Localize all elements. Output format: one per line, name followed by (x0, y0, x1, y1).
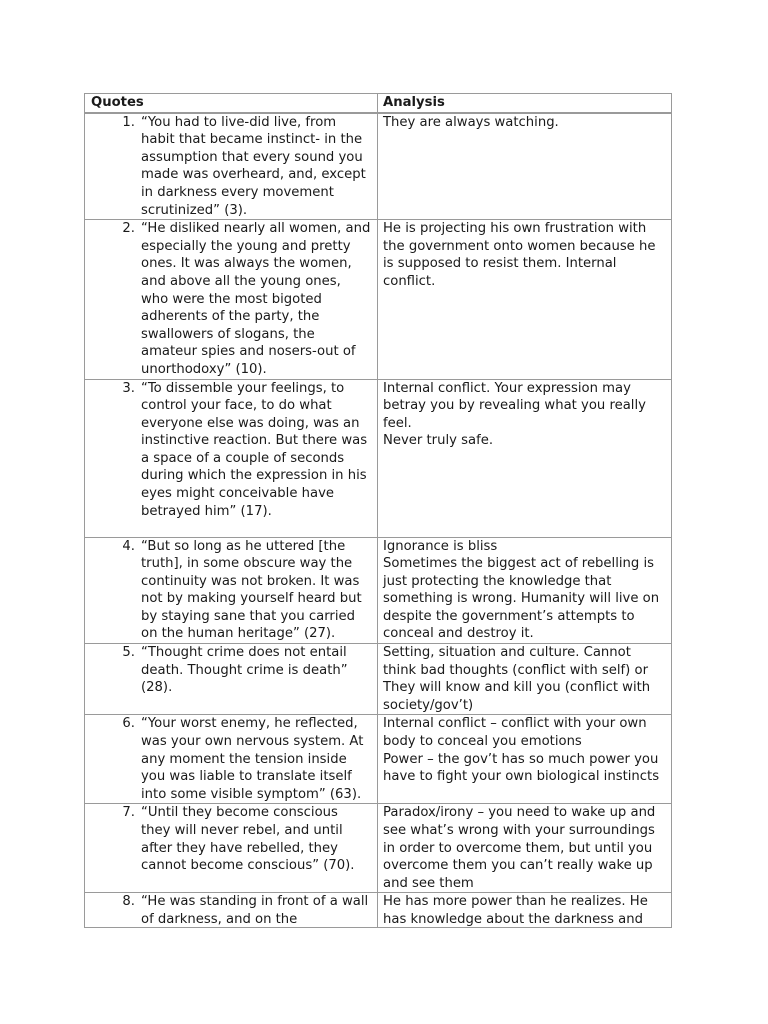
quote-number: 5. (122, 645, 135, 661)
table-row (85, 537, 672, 644)
quote-cell (85, 715, 378, 804)
analysis-text: Power – the gov’t has so much power you have to fight your own biological instincts (383, 751, 660, 785)
analysis-text: They are always watching. (383, 114, 559, 130)
quote-cell (85, 537, 378, 644)
quote-number: 2. (122, 221, 135, 237)
table-row (85, 715, 672, 804)
quote-cell (85, 893, 378, 928)
table-row (85, 379, 672, 537)
quote-text: “Until they become conscious they will never rebel, and until after they have rebelled, they cannot become conscious” (70). (141, 805, 355, 874)
quote-number: 4. (122, 538, 135, 554)
table-row (85, 220, 672, 379)
analysis-text: Paradox/irony – you need to wake up and see what’s wrong with your surroundings in order to overcome them, but until you overcome them you can’t really wake up and see them (383, 805, 656, 891)
quote-cell (85, 220, 378, 379)
quote-number: 8. (122, 894, 135, 910)
table-row (85, 644, 672, 715)
quote-text: “He disliked nearly all women, and especially the young and pretty ones. It was always the women, and above all the young ones, who were the most bigoted adherents of the party, the swallowers of slogans, the amateur spies and nosers-out of unorthodoxy” (10). (141, 221, 371, 377)
analysis-text: Setting, situation and culture. Cannot think bad thoughts (conflict with self) or They will know and kill you (conflict with society/gov’t) (383, 645, 651, 713)
quote-text: “Your worst enemy, he reflected, was your own nervous system. At any moment the tension inside you was liable to translate itself into some visible symptom” (63). (141, 716, 364, 802)
analysis-cell (378, 220, 672, 379)
analysis-text: Sometimes the biggest act of rebelling is just protecting the knowledge that something is wrong. Humanity will live on despite the government’s attempts to conceal and destroy it. (383, 556, 660, 642)
analysis-column-header: Analysis (378, 94, 672, 113)
quote-text: “But so long as he uttered [the truth], in some obscure way the continuity was not broken. It was not by making yourself heard but by staying sane that you carried on the human heritage” (27). (141, 538, 362, 642)
quote-number: 3. (122, 380, 135, 396)
quote-cell (85, 804, 378, 893)
quote-cell (85, 379, 378, 537)
quote-text: “To dissemble your feelings, to control your face, to do what everyone else was doing, was an instinctive reaction. But there was a space of a couple of seconds during which the expression in his eyes might conceivable have betrayed him” (17). (141, 380, 368, 519)
table-row (85, 893, 672, 928)
quote-cell (85, 644, 378, 715)
analysis-text: Ignorance is bliss (383, 538, 498, 554)
analysis-cell (378, 893, 672, 928)
table-header-row (85, 94, 672, 113)
quote-number: 6. (122, 716, 135, 732)
analysis-cell (378, 113, 672, 220)
quote-number: 1. (122, 114, 135, 130)
analysis-text: He is projecting his own frustration with the government onto women because he is supposed to resist them. Internal conflict. (383, 221, 656, 289)
quotes-analysis-table (84, 93, 672, 928)
analysis-text: Never truly safe. (383, 433, 494, 449)
analysis-text: Internal conflict – conflict with your own body to conceal you emotions (383, 716, 647, 750)
analysis-cell (378, 537, 672, 644)
analysis-cell (378, 644, 672, 715)
table-row (85, 804, 672, 893)
quotes-column-header: Quotes (85, 94, 378, 113)
analysis-cell (378, 379, 672, 537)
analysis-text: He has more power than he realizes. He has knowledge about the darkness and (383, 894, 648, 927)
analysis-cell (378, 715, 672, 804)
quote-number: 7. (122, 805, 135, 821)
analysis-cell (378, 804, 672, 893)
quote-text: “Thought crime does not entail death. Thought crime is death” (28). (141, 645, 348, 696)
quote-text: “He was standing in front of a wall of darkness, and on the (141, 894, 369, 927)
analysis-text: Internal conflict. Your expression may betray you by revealing what you really feel. (383, 380, 646, 431)
table-row (85, 113, 672, 220)
quote-cell (85, 113, 378, 220)
quote-text: “You had to live-did live, from habit that became instinct- in the assumption that every sound you made was overheard, and, except in darkness every movement scrutinized” (3). (141, 114, 366, 218)
